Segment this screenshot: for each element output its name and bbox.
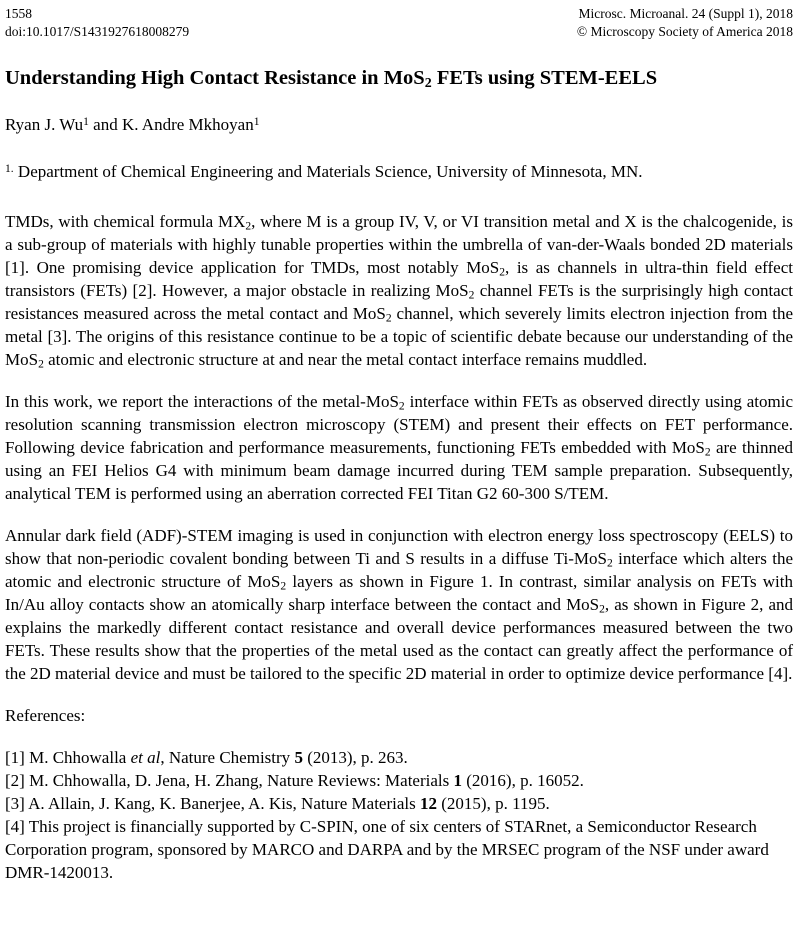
references-heading: References: [5,706,86,725]
authors-line: Ryan J. Wu$^1$ and K. Andre Mkhoyan$^1$ [5,114,260,134]
header-left-column [5,5,189,41]
affiliation-line: $^{1.}$ Department of Chemical Engineering and Materials Science, University of Minnesota, MN. [5,161,643,181]
paragraph-introduction: TMDs, with chemical formula $MX_2$, where M is a group IV, V, or VI transition metal and X is the chalcogenide, is a sub-group of materials with highly tunable properties within the umbrella of van-der-Waals bonded 2D materials [1]. One promising device application for TMDs, most notably MoS$_2$, is as channels in ultra-thin field effect transistors (FETs) [2]. However, a major obstacle in realizing MoS$_2$ channel FETs is the surprisingly high contact resistances measured across the metal contact and MoS$_2$ channel, which severely limits electron injection from the metal [3]. The origins of this resistance continue to be a topic of scientific debate because our understanding of the MoS$_2$ atomic and electronic structure at and near the metal contact interface remains muddled. [5,212,793,371]
reference-item: [2] M. Chhowalla, D. Jena, H. Zhang, Nature Reviews: Materials 1 (2016), p. 16052. [5,771,584,790]
page-header [5,5,793,41]
reference-item: [1] M. Chhowalla et al, Nature Chemistry 5 (2013), p. 263. [5,748,408,767]
paragraph-methods: In this work, we report the interactions of the metal-MoS$_2$ interface within FETs as observed directly using atomic resolution scanning transmission electron microscopy (STEM) and present their effects on FET performance. Following device fabrication and performance measurements, functioning FETs embedded with MoS$_2$ are thinned using an FEI Helios G4 with minimum beam damage incurred during TEM sample preparation. Subsequently, analytical TEM is performed using an aberration corrected FEI Titan G2 60-300 S/TEM. [5,392,793,503]
paper-title: Understanding High Contact Resistance in MoS$_2$ FETs using STEM-EELS [5,67,658,91]
header-doi: doi:10.1017/S1431927618008279 [5,24,190,39]
reference-item: [4] This project is financially supported by C-SPIN, one of six centers of STARnet, a Semiconductor Research Corporation program, sponsored by MARCO and DARPA and by the MRSEC program of the NSF under award DMR-1420013. [5,817,769,882]
header-journal: Microsc. Microanal. 24 (Suppl 1), 2018 [578,6,793,21]
header-right-column [577,5,793,41]
header-page-number: 1558 [5,6,32,21]
references-list [5,746,793,884]
header-copyright: © Microscopy Society of America 2018 [576,24,793,39]
paragraph-results: Annular dark field (ADF)-STEM imaging is used in conjunction with electron energy loss spectroscopy (EELS) to show that non-periodic covalent bonding between Ti and S results in a diffuse Ti-MoS$_2$ interface which alters the atomic and electronic structure of MoS$_2$ layers as shown in Figure 1. In contrast, similar analysis on FETs with In/Au alloy contacts show an atomically sharp interface between the contact and MoS$_2$, as shown in Figure 2, and explains the markedly different contact resistance and overall device performances measured between the two FETs. These results show that the properties of the metal used as the contact can greatly affect the performance of the 2D material device and must be tailored to the specific 2D material in order to optimize device performance [4]. [5,526,794,683]
reference-item: [3] A. Allain, J. Kang, K. Banerjee, A. Kis, Nature Materials 12 (2015), p. 1195. [5,794,550,813]
